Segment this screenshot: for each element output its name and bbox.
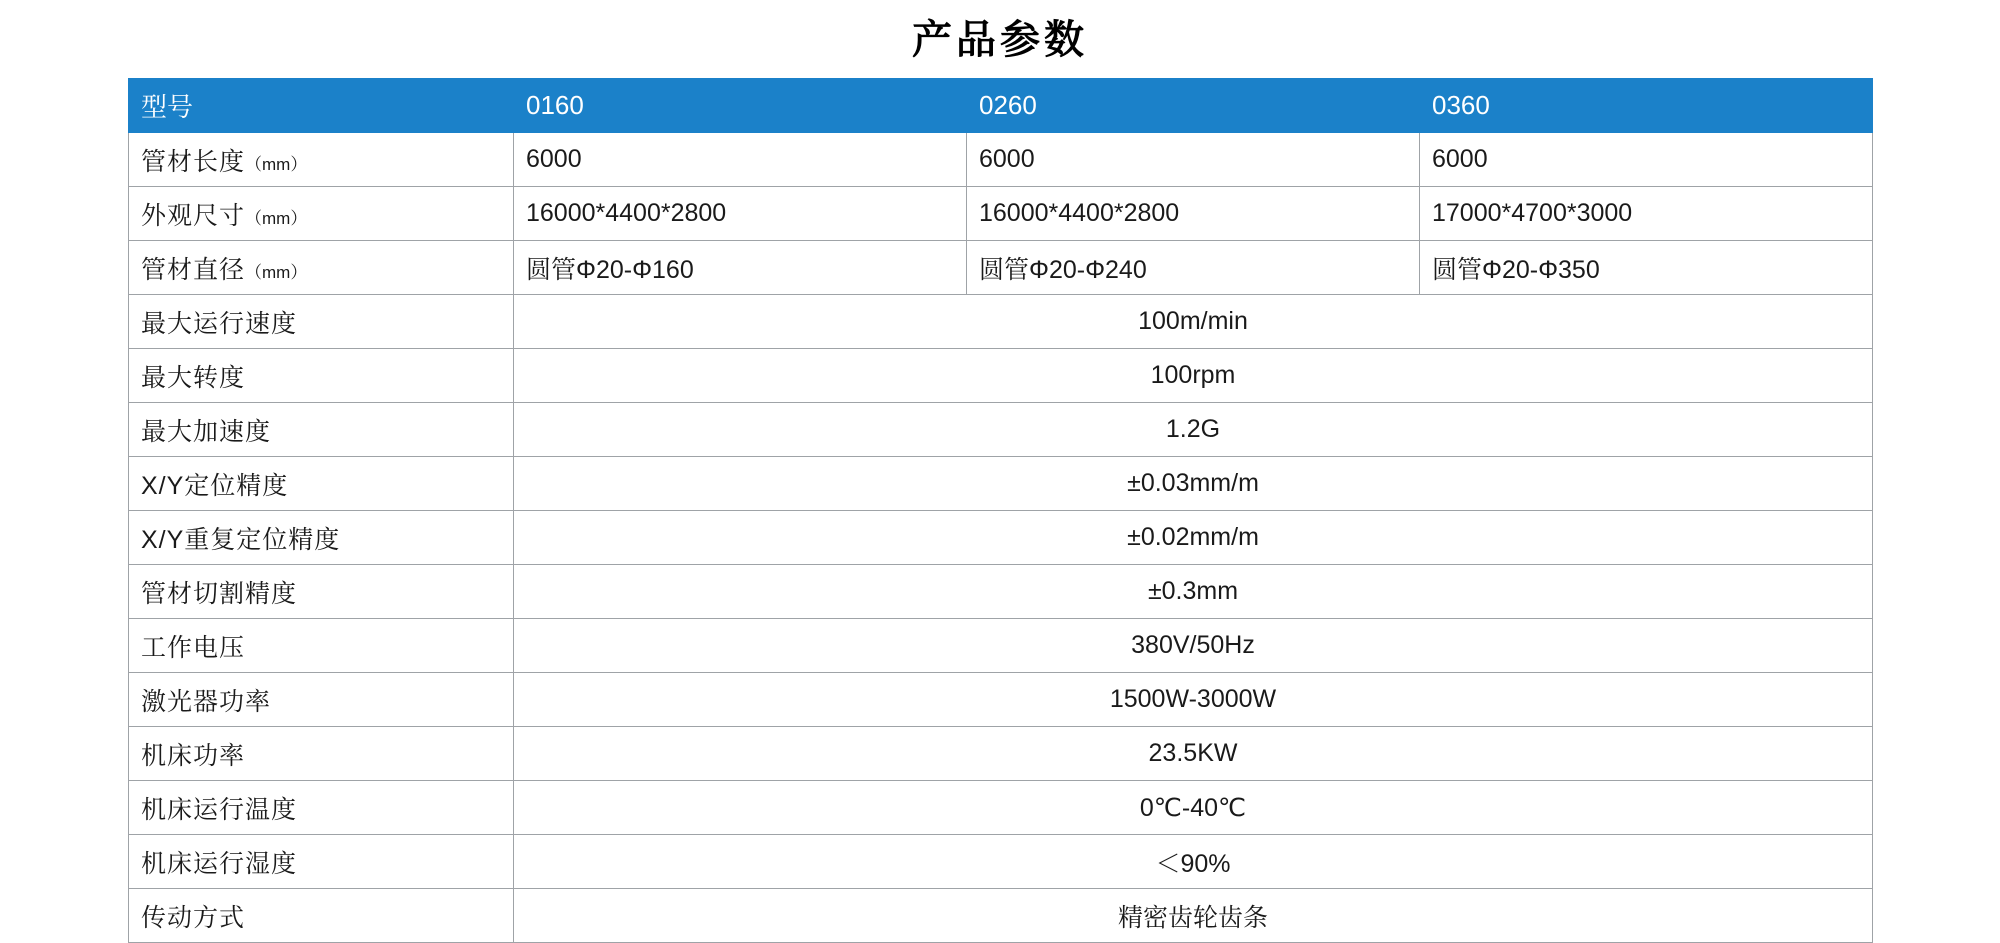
table-row	[129, 511, 1873, 565]
row-value-1: 圆管Φ20-Φ160	[514, 241, 967, 295]
row-label-text: 管材长度	[141, 147, 246, 176]
product-parameters-table	[128, 78, 1873, 943]
row-label	[129, 511, 514, 565]
table-row	[129, 295, 1873, 349]
table-row	[129, 835, 1873, 889]
row-value-merged: 23.5KW	[514, 727, 1873, 781]
table-row	[129, 457, 1873, 511]
row-value-3: 6000	[1420, 133, 1873, 187]
table-row	[129, 349, 1873, 403]
row-label-text: X/Y重复定位精度	[141, 525, 341, 554]
table-row	[129, 403, 1873, 457]
row-value-3: 17000*4700*3000	[1420, 187, 1873, 241]
row-label	[129, 349, 514, 403]
row-label-text: 管材切割精度	[141, 579, 298, 608]
row-label-text: 最大运行速度	[141, 309, 298, 338]
page-title: 产品参数	[912, 18, 1088, 62]
row-value-merged: 100m/min	[514, 295, 1873, 349]
row-value-merged: ±0.3mm	[514, 565, 1873, 619]
row-label	[129, 619, 514, 673]
row-label	[129, 727, 514, 781]
table-row	[129, 565, 1873, 619]
table-row	[129, 133, 1873, 187]
row-value-1: 6000	[514, 133, 967, 187]
row-label	[129, 781, 514, 835]
row-label	[129, 403, 514, 457]
row-label	[129, 187, 514, 241]
row-value-1: 16000*4400*2800	[514, 187, 967, 241]
row-value-merged: 0℃-40℃	[514, 781, 1873, 835]
row-label-unit: （mm）	[245, 208, 308, 228]
row-value-merged: ±0.02mm/m	[514, 511, 1873, 565]
row-label-text: 最大加速度	[141, 417, 272, 446]
table-row	[129, 889, 1873, 943]
row-label	[129, 889, 514, 943]
row-label-text: 机床运行温度	[141, 795, 298, 824]
row-value-merged: 1500W-3000W	[514, 673, 1873, 727]
table-row	[129, 673, 1873, 727]
row-label-unit: （mm）	[245, 154, 308, 174]
row-label-unit: （mm）	[245, 262, 308, 282]
table-body	[129, 133, 1873, 943]
row-label-text: 机床功率	[141, 741, 246, 770]
column-header-0260: 0260	[967, 79, 1420, 133]
row-label	[129, 241, 514, 295]
spec-table-container	[128, 78, 1872, 943]
row-label-text: X/Y定位精度	[141, 471, 289, 500]
table-row	[129, 727, 1873, 781]
row-value-merged: 精密齿轮齿条	[514, 889, 1873, 943]
row-label-text: 工作电压	[141, 633, 246, 662]
table-row	[129, 781, 1873, 835]
row-label-text: 管材直径	[141, 255, 246, 284]
row-value-2: 圆管Φ20-Φ240	[967, 241, 1420, 295]
table-row	[129, 241, 1873, 295]
row-value-merged: ±0.03mm/m	[514, 457, 1873, 511]
row-value-2: 16000*4400*2800	[967, 187, 1420, 241]
table-header	[129, 79, 1873, 133]
row-value-3: 圆管Φ20-Φ350	[1420, 241, 1873, 295]
row-label-text: 激光器功率	[141, 687, 272, 716]
row-label-text: 最大转度	[141, 363, 246, 392]
table-header-row	[129, 79, 1873, 133]
row-value-2: 6000	[967, 133, 1420, 187]
row-value-merged: 380V/50Hz	[514, 619, 1873, 673]
row-label	[129, 133, 514, 187]
column-header-model: 型号	[129, 79, 514, 133]
row-value-merged: 100rpm	[514, 349, 1873, 403]
row-value-merged: 1.2G	[514, 403, 1873, 457]
table-row	[129, 619, 1873, 673]
row-label	[129, 565, 514, 619]
row-label	[129, 295, 514, 349]
row-label-text: 机床运行湿度	[141, 849, 298, 878]
row-label	[129, 835, 514, 889]
column-header-0360: 0360	[1420, 79, 1873, 133]
row-label-text: 传动方式	[141, 903, 246, 932]
row-label	[129, 457, 514, 511]
column-header-0160: 0160	[514, 79, 967, 133]
table-row	[129, 187, 1873, 241]
row-label-text: 外观尺寸	[141, 201, 246, 230]
row-label	[129, 673, 514, 727]
row-value-merged: ＜90%	[514, 835, 1873, 889]
